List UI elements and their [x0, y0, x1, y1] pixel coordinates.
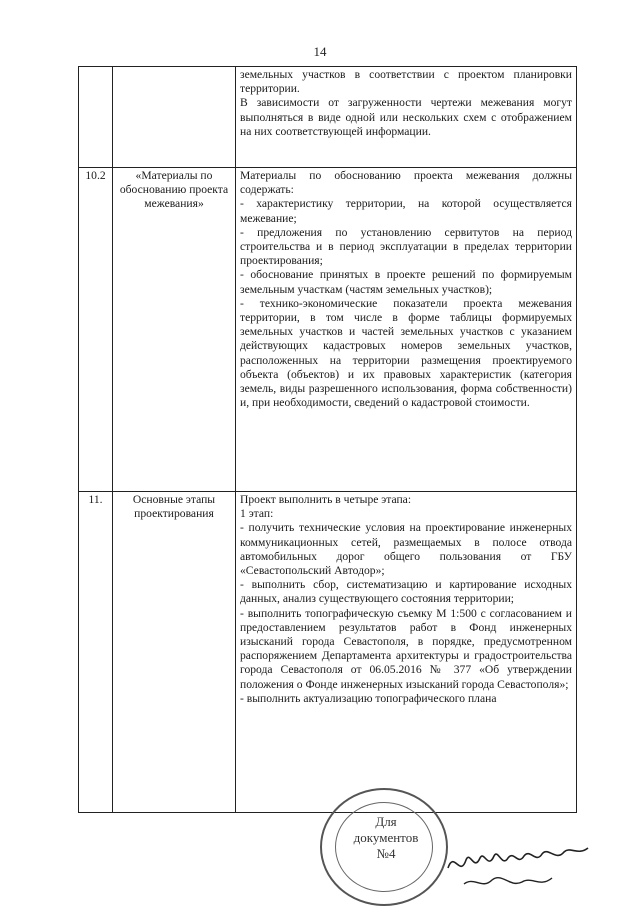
- row-number-cell: [79, 67, 113, 168]
- signature-stroke: [464, 878, 552, 884]
- content-paragraph: земельных участков в соответствии с проектом планировки территории.: [240, 68, 572, 96]
- handwritten-signature: [444, 838, 594, 898]
- row-name-cell: «Материалы по обоснованию проекта межевания»: [113, 168, 236, 492]
- stamp-line: Для: [375, 814, 397, 829]
- content-paragraph: 1 этап:: [240, 507, 274, 521]
- content-paragraph: Проект выполнить в четыре этапа:: [240, 493, 412, 506]
- row-number-cell: 10.2: [79, 168, 113, 492]
- content-paragraph: - технико-экономические показатели проекта межевания территории, в том числе в форме таблицы формируемых земельных участков и частей земельных участков с указанием действующих кадастровых номеров земельных участков, расположенных на территории размещения проектируемого объекта (объектов) и их правовых характеристик (категория земель, виды разрешенного использования, форма собственности) и, при необходимости, сведений о кадастровой стоимости.: [240, 296, 572, 410]
- row-name-cell: Основные этапы проектирования: [113, 492, 236, 813]
- row-content-cell: [236, 492, 577, 813]
- stamp-line: документов: [353, 830, 419, 845]
- table-row: [79, 492, 577, 813]
- document-stamp: [320, 788, 448, 906]
- content-paragraph: В зависимости от загруженности чертежи межевания могут выполняться в виде одной или нескольких схем с отображением на них соответствующей информации.: [240, 96, 572, 138]
- signature-stroke: [448, 848, 588, 868]
- row-content-cell: [236, 67, 577, 168]
- content-paragraph: Материалы по обоснованию проекта межевания должны содержать:: [240, 169, 572, 197]
- content-paragraph: - характеристику территории, на которой осуществляется межевание;: [240, 197, 572, 225]
- table-row: [79, 67, 577, 168]
- row-name-cell: [113, 67, 236, 168]
- stamp-text: [322, 814, 450, 862]
- specification-table: [78, 66, 577, 813]
- content-paragraph: - выполнить актуализацию топографического плана: [240, 691, 497, 705]
- content-paragraph: - получить технические условия на проектирование инженерных коммуникационных сетей, размещаемых в полосе отвода автомобильных дорог общего пользования от ГБУ «Севастопольский Автодор»;: [240, 521, 572, 578]
- content-paragraph: - выполнить топографическую съемку М 1:500 с согласованием и предоставлением результатов работ в Фонд инженерных изысканий города Севастополя, в порядке, предусмотренном распоряжением Департамента архитектуры и градостроительства города Севастополя от 06.05.2016 № 377 «Об утверждении положения о Фонде инженерных изысканий города Севастополя»;: [240, 606, 572, 691]
- page-number: 14: [313, 44, 327, 59]
- row-content-cell: [236, 168, 577, 492]
- table-row: [79, 168, 577, 492]
- content-paragraph: - выполнить сбор, систематизацию и картирование исходных данных, анализ существующего состояния территории;: [240, 578, 572, 606]
- content-paragraph: - предложения по установлению сервитутов на период строительства и в период эксплуатации в пределах территории проектирования;: [240, 225, 572, 268]
- row-number-cell: 11.: [79, 492, 113, 813]
- content-paragraph: - обоснование принятых в проекте решений по формируемым земельным участкам (частям земельных участков);: [240, 268, 572, 296]
- stamp-line: №4: [376, 846, 396, 861]
